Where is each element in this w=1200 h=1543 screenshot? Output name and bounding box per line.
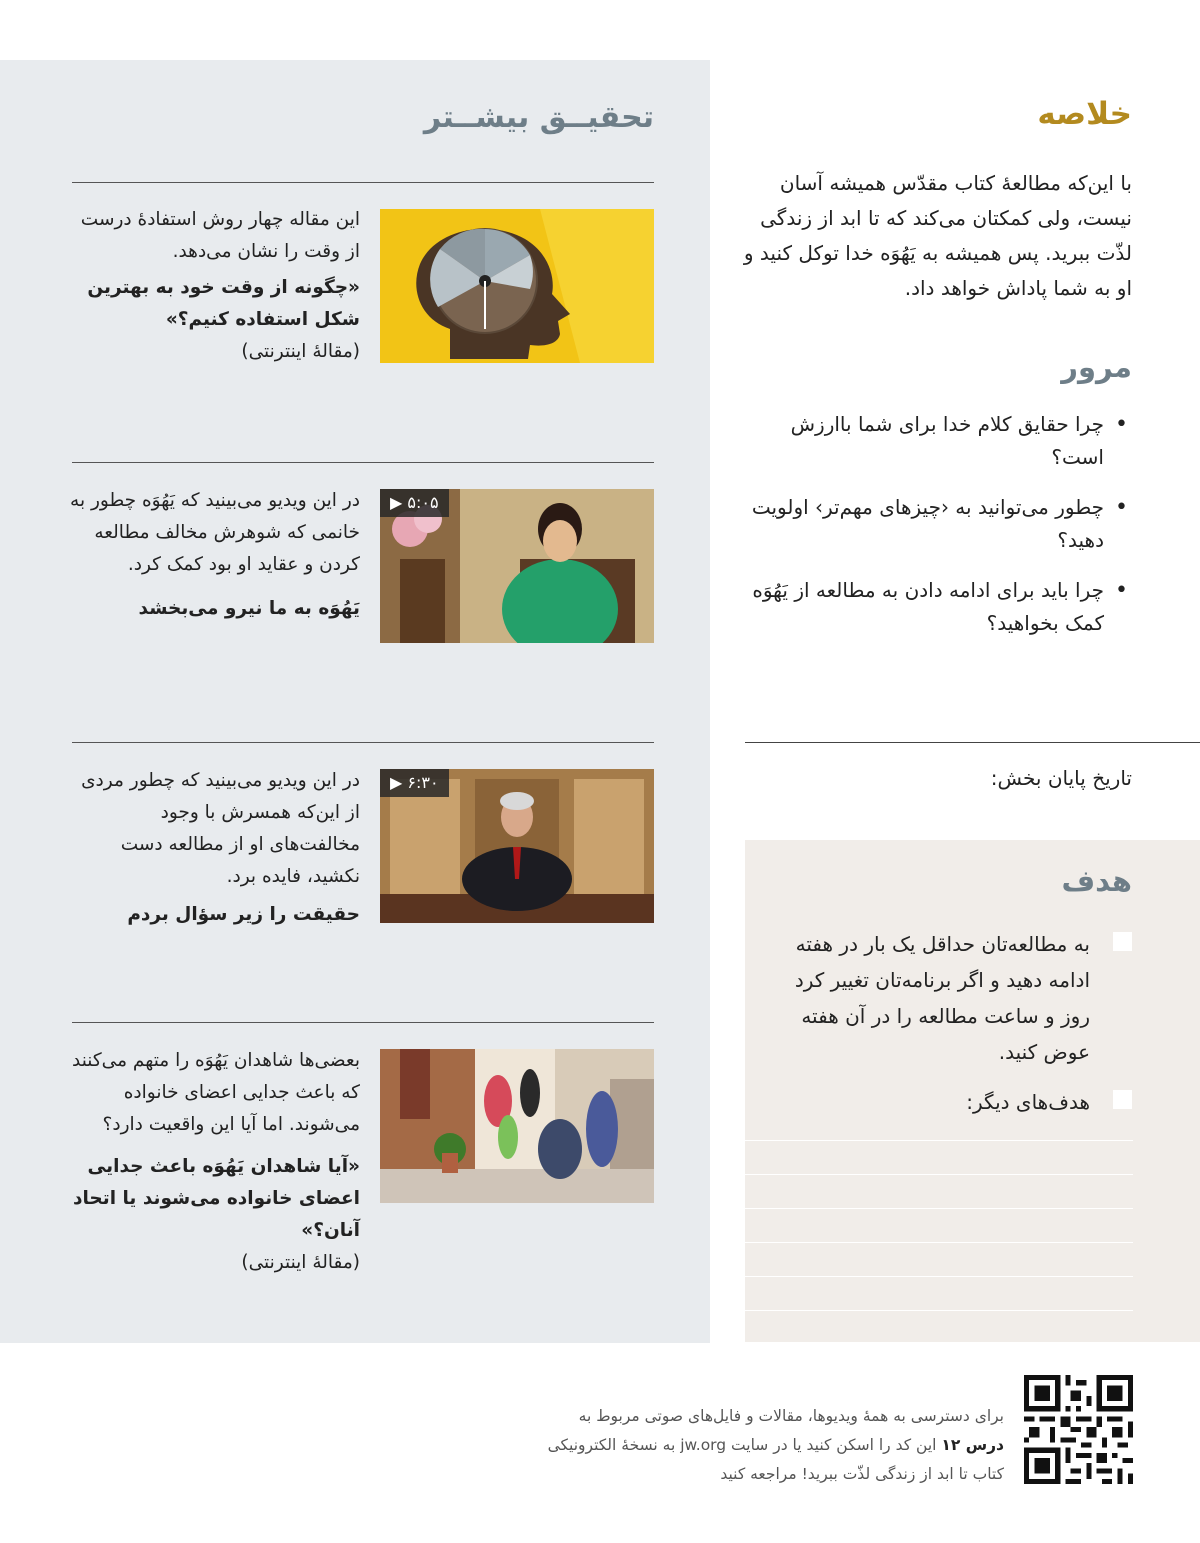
write-line xyxy=(745,1174,1133,1175)
summary-title: خلاصه xyxy=(1037,96,1132,132)
video-duration: ▶ ۵:۰۵ xyxy=(380,489,449,517)
footer-line-1: برای دسترسی به همهٔ ویدیوها، مقالات و فایل‌های صوتی مربوط به xyxy=(578,1407,1004,1425)
write-line xyxy=(745,1140,1133,1141)
research-description: این مقاله چهار روش استفادهٔ درست از وقت را نشان می‌دهد. xyxy=(80,209,360,262)
head-clock-illustration xyxy=(380,209,654,363)
research-title: تحقیــق بیشــتر xyxy=(423,100,654,135)
article-thumbnail[interactable] xyxy=(380,209,654,363)
research-link[interactable]: «آیا شاهدان یَهُوَه باعث جدایی اعضای خانواده می‌شوند یا اتحاد آنان؟» xyxy=(72,1156,360,1241)
end-date-label: تاریخ پایان بخش: xyxy=(990,766,1132,790)
divider xyxy=(72,742,654,743)
research-note: (مقالهٔ اینترنتی) xyxy=(241,341,360,362)
goal-checkbox[interactable] xyxy=(1113,1090,1132,1109)
research-item-1 xyxy=(68,204,360,368)
write-line xyxy=(745,1310,1133,1311)
divider xyxy=(745,742,1200,743)
research-description: در این ویدیو می‌بینید که چطور مردی از این‌که همسرش با وجود مخالفت‌های او از مطالعه دست نکشید، فایده برد. xyxy=(81,770,360,887)
review-question-3: • چرا باید برای ادامه دادن به مطالعه از یَهُوَه کمک بخواهید؟ xyxy=(732,574,1132,640)
video-thumbnail[interactable] xyxy=(380,769,654,923)
qr-code[interactable] xyxy=(1024,1375,1133,1484)
research-item-4 xyxy=(68,1045,360,1279)
review-question-1: • چرا حقایق کلام خدا برای شما باارزش است؟ xyxy=(732,408,1132,474)
video-thumbnail[interactable] xyxy=(380,489,654,643)
summary-text: با این‌که مطالعهٔ کتاب مقدّس همیشه آسان نیست، ولی کمکتان می‌کند که تا ابد از زندگی لذّت ببرید. پس همیشه به یَهُوَه خدا توکل کنید و او به شما پاداش خواهد داد. xyxy=(743,171,1132,300)
divider xyxy=(72,462,654,463)
write-line xyxy=(745,1276,1133,1277)
qr-code-icon xyxy=(1024,1375,1133,1484)
footer-lesson: درس ۱۲ xyxy=(941,1436,1004,1454)
research-description: در این ویدیو می‌بینید که یَهُوَه چطور به خانمی که شوهرش مخالف مطالعه کردن و عقاید او بود کمک کرد. xyxy=(70,490,360,575)
write-line xyxy=(745,1242,1133,1243)
family-reunion-photo xyxy=(380,1049,654,1203)
goal-title: هدف xyxy=(1061,864,1132,898)
goal-text: هدف‌های دیگر: xyxy=(966,1090,1090,1114)
research-note: (مقالهٔ اینترنتی) xyxy=(241,1252,360,1273)
goal-checkbox[interactable] xyxy=(1113,932,1132,951)
footer-line-3: کتاب تا ابد از زندگی لذّت ببرید! مراجعه کنید xyxy=(720,1465,1004,1483)
research-link[interactable]: حقیقت را زیر سؤال بردم xyxy=(127,904,360,925)
write-line xyxy=(745,1208,1133,1209)
review-question-2: • چطور می‌توانید به ‹چیزهای مهم‌تر› اولویت دهید؟ xyxy=(732,491,1132,557)
research-item-3 xyxy=(68,765,360,931)
divider xyxy=(72,182,654,183)
goal-item-2[interactable] xyxy=(762,1084,1132,1120)
review-title: مرور xyxy=(1061,350,1132,384)
research-link[interactable]: یَهُوَه به ما نیرو می‌بخشد xyxy=(138,598,360,619)
video-duration: ▶ ۶:۳۰ xyxy=(380,769,449,797)
research-description: بعضی‌ها شاهدان یَهُوَه را متهم می‌کنند که باعث جدایی اعضای خانواده می‌شوند. اما آیا این واقعیت دارد؟ xyxy=(71,1050,360,1135)
research-item-2 xyxy=(68,485,360,625)
research-link[interactable]: «چگونه از وقت خود به بهترین شکل استفاده کنیم؟» xyxy=(87,277,360,330)
article-thumbnail[interactable] xyxy=(380,1049,654,1203)
goal-item-1[interactable] xyxy=(762,926,1132,1070)
goal-text: به مطالعه‌تان حداقل یک بار در هفته ادامه دهید و اگر برنامه‌تان تغییر کرد روز و ساعت مطالعه را در آن هفته عوض کنید. xyxy=(794,932,1090,1064)
footer-line-2: این کد را اسکن کنید یا در سایت jw.org به نسخهٔ الکترونیکی xyxy=(547,1436,937,1454)
footer-text xyxy=(484,1402,1004,1489)
divider xyxy=(72,1022,654,1023)
review-list xyxy=(732,408,1132,657)
